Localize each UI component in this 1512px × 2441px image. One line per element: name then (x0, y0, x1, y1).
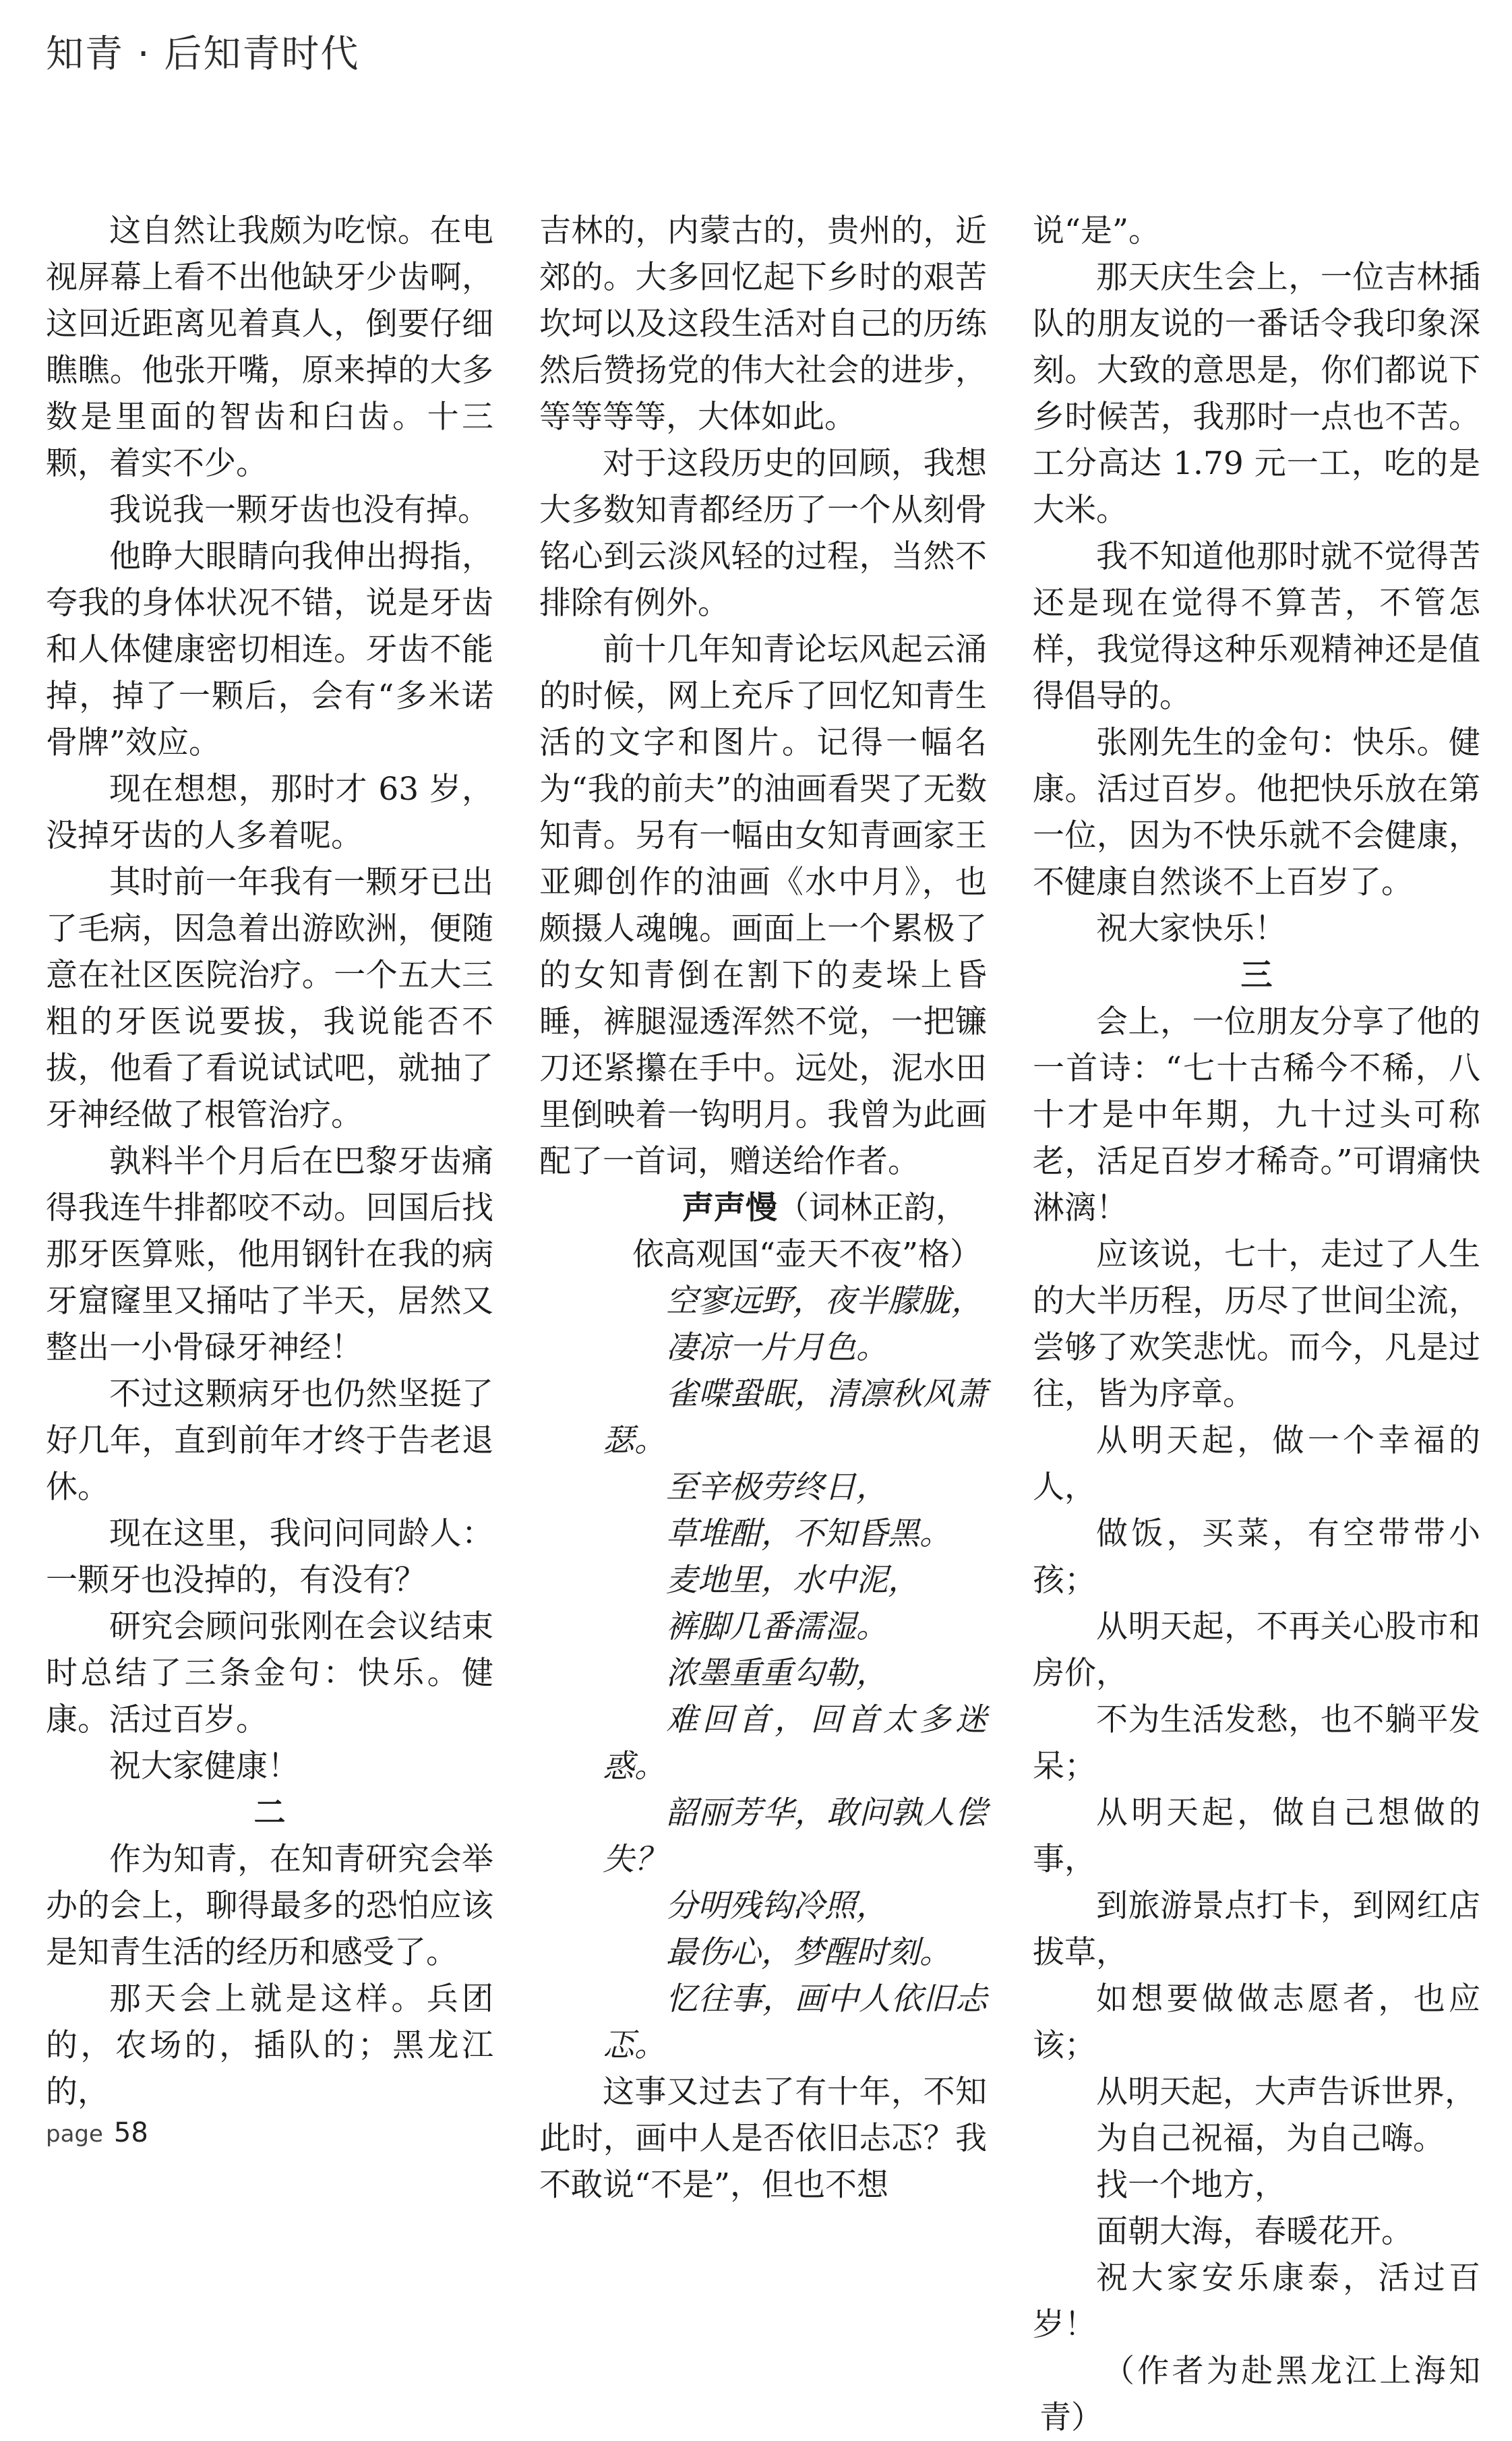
verse-line: 如想要做做志愿者，也应该； (1033, 1980, 1480, 2064)
verse-line: 从明天起，大声告诉世界， (1096, 2074, 1476, 2111)
poem-line: 最伤心，梦醒时刻。 (666, 1934, 951, 1971)
paragraph: 吉林的，内蒙古的，贵州的，近郊的。大多回忆起下乡时的艰苦坎坷以及这段生活对自己的历练然后赞扬党的伟大社会的进步，等等等等，大体如此。 (539, 212, 987, 436)
paragraph: 那天会上就是这样。兵团的，农场的，插队的；黑龙江的， (46, 1980, 493, 2111)
running-header: 知青 · 后知青时代 (46, 32, 360, 76)
paragraph: 祝大家快乐！ (1096, 910, 1286, 947)
verse-line: 面朝大海，春暖花开。 (1096, 2213, 1413, 2250)
verse-line: 为自己祝福，为自己嗨。 (1096, 2120, 1445, 2157)
section-heading-3: 三 (1240, 957, 1273, 994)
verse-line: 从明天起，做自己想做的事， (1033, 1794, 1480, 1878)
poem-title-name: 声声慢 (682, 1189, 777, 1227)
column-2 (539, 208, 987, 2208)
poem-line: 雀喋蛩眠，清凛秋风萧瑟。 (603, 1376, 987, 1459)
poem-title (539, 1185, 987, 1231)
paragraph: 他睁大眼睛向我伸出拇指，夸我的身体状况不错，说是牙齿和人体健康密切相连。牙齿不能掉，掉了一颗后，会有“多米诺骨牌”效应。 (46, 538, 493, 761)
paragraph: 这事又过去了有十年，不知此时，画中人是否依旧忐忑？我不敢说“不是”，但也不想 (539, 2074, 987, 2204)
poem-line: 至辛极劳终日， (666, 1469, 888, 1506)
section-heading-2: 二 (253, 1794, 286, 1831)
paragraph: 说“是”。 (1033, 212, 1161, 249)
verse-line: 祝大家安乐康泰，活过百岁！ (1033, 2260, 1480, 2343)
paragraph: 我说我一颗牙齿也没有掉。 (109, 492, 489, 529)
column-1 (46, 208, 493, 2115)
paragraph: 应该说，七十，走过了人生的大半历程，历尽了世间尘流，尝够了欢笑悲忧。而今，凡是过往，皆为序章。 (1033, 1236, 1480, 1413)
paragraph: 那天庆生会上，一位吉林插队的朋友说的一番话令我印象深刻。大致的意思是，你们都说下乡时候苦，我那时一点也不苦。工分高达 1.79 元一工，吃的是大米。 (1033, 259, 1480, 529)
poem-line: 空寥远野，夜半朦胧， (666, 1283, 983, 1320)
poem-line: 难回首，回首太多迷惑。 (603, 1701, 987, 1785)
poem-line: 浓墨重重勾勒， (666, 1655, 888, 1692)
page-number: 58 (113, 2117, 148, 2148)
poem-line: 裤脚几番濡湿。 (666, 1608, 888, 1645)
verse-line: 不为生活发愁，也不躺平发呆； (1033, 1701, 1480, 1785)
poem-line: 分明残钩冷照， (666, 1887, 888, 1924)
paragraph: 对于这段历史的回顾，我想大多数知青都经历了一个从刻骨铭心到云淡风轻的过程，当然不排除有例外。 (539, 445, 987, 622)
paragraph: 这自然让我颇为吃惊。在电视屏幕上看不出他缺牙少齿啊，这回近距离见着真人，倒要仔细瞧瞧。他张开嘴，原来掉的大多数是里面的智齿和臼齿。十三颗，着实不少。 (46, 212, 493, 482)
paragraph: 作为知青，在知青研究会举办的会上，聊得最多的恐怕应该是知青生活的经历和感受了。 (46, 1841, 493, 1971)
poem-line: 凄凉一片月色。 (666, 1329, 888, 1366)
verse-line: 从明天起，不再关心股市和房价， (1033, 1608, 1480, 1692)
paragraph: 现在这里，我问问同龄人：一颗牙也没掉的，有没有？ (46, 1515, 493, 1599)
column-3 (1033, 208, 1480, 2441)
paragraph: 我不知道他那时就不觉得苦还是现在觉得不算苦，不管怎样，我觉得这种乐观精神还是值得倡导的。 (1033, 538, 1480, 715)
page-label: page (46, 2121, 103, 2148)
poem-line: 忆往事，画中人依旧忐忑。 (603, 1980, 987, 2064)
page-footer (46, 2117, 148, 2148)
verse-line: 到旅游景点打卡，到网红店拔草， (1033, 1887, 1480, 1971)
paragraph: 张刚先生的金句：快乐。健康。活过百岁。他把快乐放在第一位，因为不快乐就不会健康，不健康自然谈不上百岁了。 (1033, 724, 1480, 901)
paragraph: 研究会顾问张刚在会议结束时总结了三条金句：快乐。健康。活过百岁。 (46, 1608, 493, 1738)
author-byline: （作者为赴黑龙江上海知青） (1039, 2353, 1480, 2436)
poem-line: 麦地里，水中泥， (666, 1562, 919, 1599)
paragraph: 祝大家健康！ (109, 1748, 299, 1785)
paragraph: 现在想想，那时才 63 岁，没掉牙齿的人多着呢。 (46, 771, 493, 854)
poem-line: 草堆酣，不知昏黑。 (666, 1515, 951, 1552)
poem-title-note: （词林正韵， (777, 1189, 967, 1227)
verse-line: 从明天起，做一个幸福的人， (1033, 1422, 1480, 1506)
paragraph: 会上，一位朋友分享了他的一首诗：“七十古稀今不稀，八十才是中年期，九十过头可称老，活足百岁才稀奇。”可谓痛快淋漓！ (1033, 1003, 1480, 1227)
poem-line: 韶丽芳华，敢问孰人偿失？ (603, 1794, 987, 1878)
paragraph: 孰料半个月后在巴黎牙齿痛得我连牛排都咬不动。回国后找那牙医算账，他用钢针在我的病牙窟窿里又捅咕了半天，居然又整出一小骨碌牙神经！ (46, 1143, 493, 1366)
verse-line: 找一个地方， (1096, 2167, 1286, 2204)
paragraph: 前十几年知青论坛风起云涌的时候，网上充斥了回忆知青生活的文字和图片。记得一幅名为“我的前夫”的油画看哭了无数知青。另有一幅由女知青画家王亚卿创作的油画《水中月》，也颇摄人魂魄。画面上一个累极了的女知青倒在割下的麦垛上昏睡，裤腿湿透浑然不觉，一把镰刀还紧攥在手中。远处，泥水田里倒映着一钩明月。我曾为此画配了一首词，赠送给作者。 (539, 631, 987, 1180)
poem-subtitle: 依高观国“壶天不夜”格） (632, 1236, 982, 1273)
paragraph: 不过这颗病牙也仍然坚挺了好几年，直到前年才终于告老退休。 (46, 1376, 493, 1506)
verse-line: 做饭，买菜，有空带带小孩； (1033, 1515, 1480, 1599)
paragraph: 其时前一年我有一颗牙已出了毛病，因急着出游欧洲，便随意在社区医院治疗。一个五大三粗的牙医说要拔，我说能否不拔，他看了看说试试吧，就抽了牙神经做了根管治疗。 (46, 864, 493, 1134)
